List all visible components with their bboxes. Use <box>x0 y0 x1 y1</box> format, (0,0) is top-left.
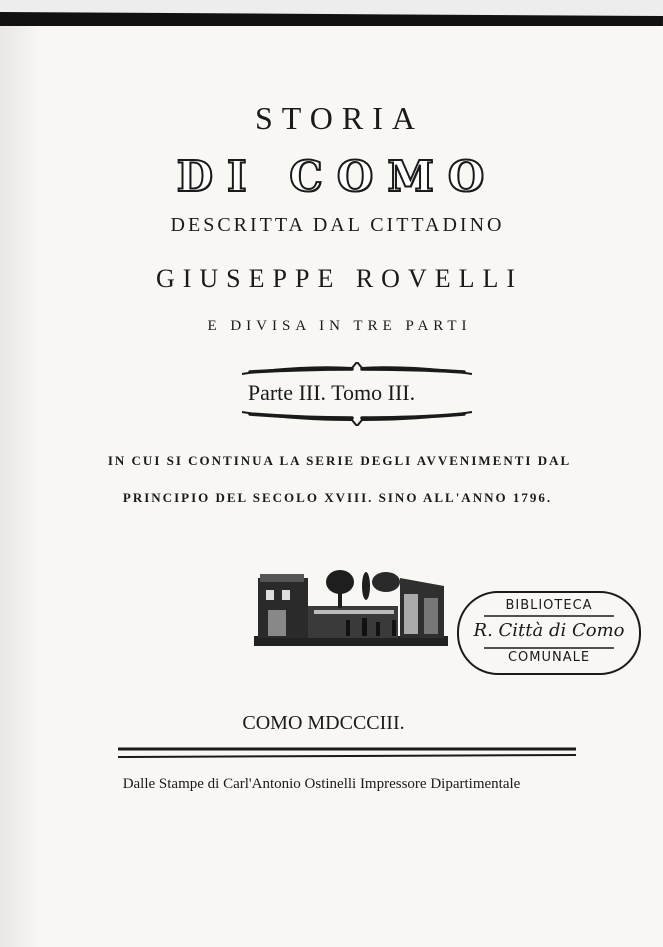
ornament-top-flourish <box>240 362 474 378</box>
double-rule-divider <box>118 746 576 760</box>
stamp-biblioteca: BIBLIOTECA <box>505 598 593 613</box>
part-volume: Parte III. Tomo III. <box>247 380 416 405</box>
summary-line-2: PRINCIPIO DEL SECOLO XVIII. SINO ALL'ANNO 1796. <box>122 490 553 505</box>
stamp-handwritten-city: R. Città di Como <box>473 620 625 641</box>
imprint-place-date: COMO MDCCCIII. <box>242 712 405 734</box>
author-name: GIUSEPPE ROVELLI <box>155 264 524 293</box>
printer-line: Dalle Stampe di Carl'Antonio Ostinelli Impressore Dipartimentale <box>122 776 521 792</box>
summary-line-1: IN CUI SI CONTINUA LA SERIE DEGLI AVVENIMENTI DAL <box>107 453 572 468</box>
stamp-comunale: COMUNALE <box>507 650 591 665</box>
title-di-como: DI COMO <box>176 152 499 201</box>
ornament-bottom-flourish <box>240 410 474 426</box>
title-storia: STORIA <box>255 100 424 136</box>
library-stamp <box>454 588 644 678</box>
engraved-vignette-illustration <box>254 568 448 648</box>
subtitle-descritta: DESCRITTA DAL CITTADINO <box>170 214 505 236</box>
division-line: E DIVISA IN TRE PARTI <box>207 318 472 334</box>
